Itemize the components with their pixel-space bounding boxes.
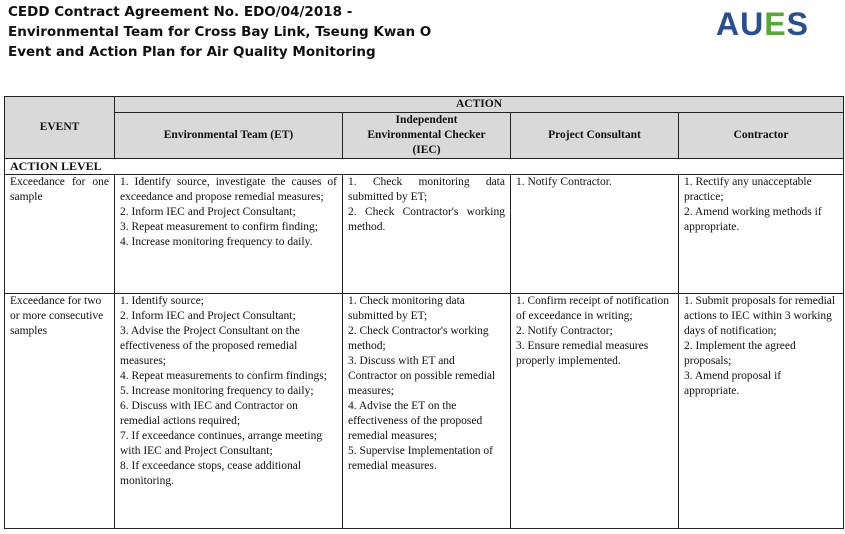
list-item: 1. Identify source, investigate the causes of exceedance and propose remedial measures;: [120, 176, 337, 203]
event-cell: Exceedance for two or more consecutive samples: [5, 294, 115, 529]
list-item: 4. Advise the ET on the effectiveness of the proposed remedial measures;: [348, 400, 483, 442]
list-item: 2. Inform IEC and Project Consultant;: [120, 310, 296, 322]
action-header: ACTION: [115, 97, 844, 113]
list-item: 6. Discuss with IEC and Contractor on remedial actions required;: [120, 400, 298, 427]
et-cell: [115, 294, 343, 529]
list-item: 2. Check Contractor's working method;: [348, 325, 489, 352]
iec-cell: [343, 175, 511, 294]
iec-cell: [343, 294, 511, 529]
list-item: 2. Amend working methods if appropriate.: [684, 206, 822, 233]
list-item: 2. Implement the agreed proposals;: [684, 340, 796, 367]
title-line-2: Environmental Team for Cross Bay Link, Tseung Kwan O: [8, 24, 432, 40]
iec-header-line-1: Independent: [395, 114, 458, 126]
list-item: 1. Rectify any unacceptable practice;: [684, 176, 812, 203]
table-row: [5, 175, 844, 294]
section-action-level: ACTION LEVEL: [5, 159, 844, 175]
list-item: 1. Check monitoring data submitted by ET;: [348, 295, 465, 322]
document-title: [8, 2, 431, 62]
logo-e: E: [764, 6, 787, 42]
list-item: 7. If exceedance continues, arrange meeting with IEC and Project Consultant;: [120, 430, 323, 457]
list-item: 4. Repeat measurements to confirm findings;: [120, 370, 327, 382]
logo-au: AU: [716, 6, 765, 42]
title-line-3: Event and Action Plan for Air Quality Monitoring: [8, 44, 376, 60]
header-row-1: [5, 97, 844, 113]
list-item: 3. Amend proposal if appropriate.: [684, 370, 782, 397]
list-item: 2. Notify Contractor;: [516, 325, 613, 337]
event-header: EVENT: [5, 97, 115, 159]
list-item: 1. Submit proposals for remedial actions to IEC within 3 working days of notification;: [684, 295, 836, 337]
iec-header: [343, 113, 511, 159]
aues-logo: [716, 6, 809, 42]
pc-cell: [511, 294, 679, 529]
iec-header-line-2: Environmental Checker: [367, 129, 486, 141]
contractor-cell: [679, 175, 844, 294]
list-item: 8. If exceedance stops, cease additional monitoring.: [120, 460, 302, 487]
event-action-plan-table: [4, 96, 844, 529]
list-item: 5. Supervise Implementation of remedial measures.: [348, 445, 493, 472]
contractor-header: Contractor: [679, 113, 844, 159]
list-item: 3. Ensure remedial measures properly implemented.: [516, 340, 649, 367]
list-item: 1. Check monitoring data submitted by ET;: [348, 176, 505, 203]
iec-header-line-3: (IEC): [412, 144, 441, 156]
list-item: 1. Identify source;: [120, 295, 204, 307]
list-item: 5. Increase monitoring frequency to daily;: [120, 385, 314, 397]
et-cell: [115, 175, 343, 294]
table-row: [5, 294, 844, 529]
pc-header: Project Consultant: [511, 113, 679, 159]
header-row-2: [5, 113, 844, 159]
list-item: 2. Inform IEC and Project Consultant;: [120, 206, 296, 218]
list-item: 3. Discuss with ET and Contractor on possible remedial measures;: [348, 355, 496, 397]
section-row: [5, 159, 844, 175]
list-item: 2. Check Contractor's working method.: [348, 206, 505, 233]
et-header: Environmental Team (ET): [115, 113, 343, 159]
list-item: 1. Notify Contractor.: [516, 176, 612, 188]
title-line-1: CEDD Contract Agreement No. EDO/04/2018 -: [8, 4, 353, 20]
pc-cell: [511, 175, 679, 294]
list-item: 3. Repeat measurement to confirm finding;: [120, 221, 318, 233]
list-item: 3. Advise the Project Consultant on the effectiveness of the proposed remedial measures;: [120, 325, 300, 367]
logo-s: S: [786, 6, 809, 42]
contractor-cell: [679, 294, 844, 529]
list-item: 4. Increase monitoring frequency to daily.: [120, 236, 313, 248]
list-item: 1. Confirm receipt of notification of exceedance in writing;: [516, 295, 669, 322]
event-cell: Exceedance for one sample: [5, 175, 115, 294]
